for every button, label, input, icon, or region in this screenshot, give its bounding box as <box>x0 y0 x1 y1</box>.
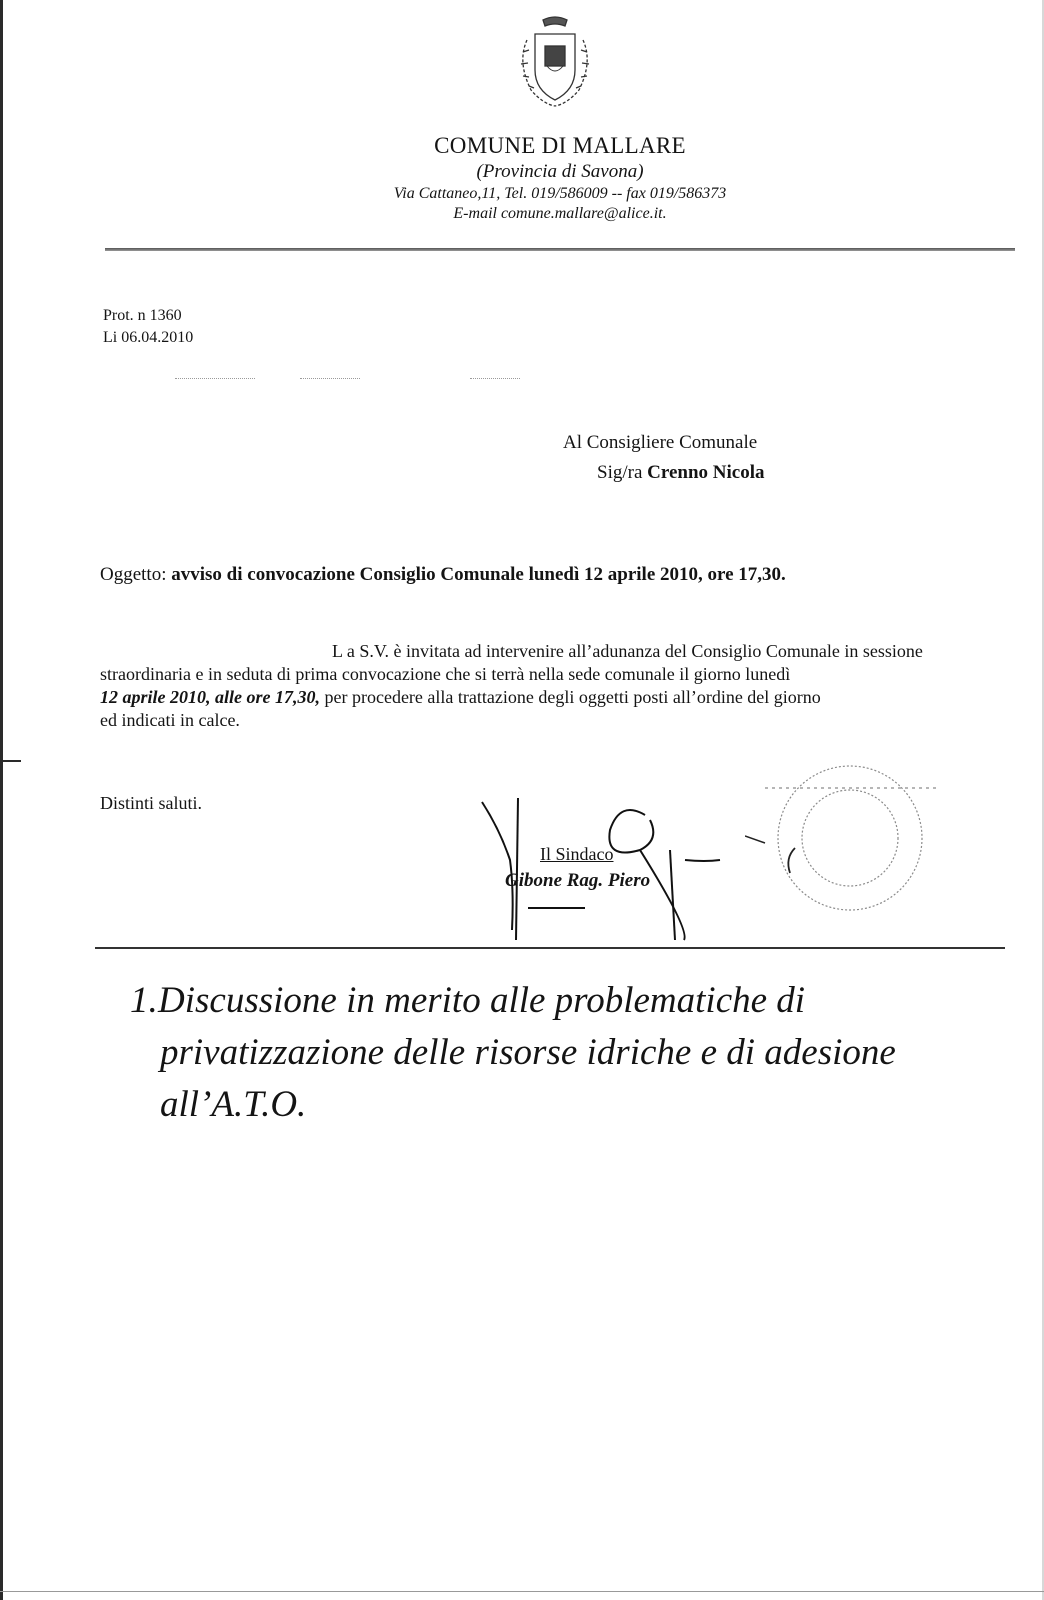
stamp-icon <box>745 748 945 928</box>
contact-email: E-mail comune.mallare@alice.it. <box>453 205 667 222</box>
scan-artifact <box>470 378 520 379</box>
protocol-date: Li 06.04.2010 <box>103 329 194 346</box>
signatory-name: Gibone Rag. Piero <box>505 870 651 891</box>
body-line: L a S.V. è invitata ad intervenire all’adunanza del Consiglio Comunale in sessione <box>332 641 923 661</box>
protocol-block <box>103 305 193 349</box>
provincia: (Provincia di Savona) <box>476 161 644 182</box>
subject-text: avviso di convocazione Consiglio Comunale lunedì 12 aprile 2010, ore 17,30. <box>171 564 786 585</box>
scan-mark <box>3 760 21 762</box>
signatory-title: Il Sindaco <box>540 844 614 864</box>
agenda-text: all’A.T.O. <box>160 1084 307 1125</box>
agenda-divider <box>95 947 1005 949</box>
addressee-role: Al Consigliere Comunale <box>563 432 758 453</box>
contact-address: Via Cattaneo,11, Tel. 019/586009 -- fax 019/586373 <box>393 185 727 202</box>
body-line: ed indicati in calce. <box>100 710 240 730</box>
protocol-number: Prot. n 1360 <box>103 307 182 324</box>
comune-name: COMUNE DI MALLARE <box>434 133 686 158</box>
subject-label: Oggetto: <box>100 564 167 585</box>
closing: Distinti saluti. <box>100 793 203 813</box>
agenda-number: 1. <box>130 980 158 1021</box>
crest-icon <box>505 12 605 112</box>
addressee-block <box>563 428 764 488</box>
letter-body <box>100 640 1010 732</box>
header-divider <box>105 248 1015 251</box>
meeting-date: 12 aprile 2010, alle ore 17,30, <box>100 687 320 707</box>
agenda-item <box>130 975 1010 1131</box>
addressee-name: Crenno Nicola <box>647 462 765 483</box>
agenda-text: privatizzazione delle risorse idriche e di adesione <box>160 1032 896 1073</box>
agenda-text: Discussione in merito alle problematiche di <box>158 980 806 1021</box>
addressee-prefix: Sig/ra <box>597 462 643 483</box>
scan-edge-left <box>0 0 3 1600</box>
scan-artifact <box>300 378 360 379</box>
body-line: straordinaria e in seduta di prima convocazione che si terrà nella sede comunale il giorno lunedì <box>100 664 791 684</box>
scan-artifact <box>175 378 255 379</box>
scan-edge-bottom <box>0 1591 1044 1592</box>
letterhead <box>300 132 820 224</box>
body-line: per procedere alla trattazione degli oggetti posti all’ordine del giorno <box>319 687 821 707</box>
subject-line <box>100 562 786 588</box>
